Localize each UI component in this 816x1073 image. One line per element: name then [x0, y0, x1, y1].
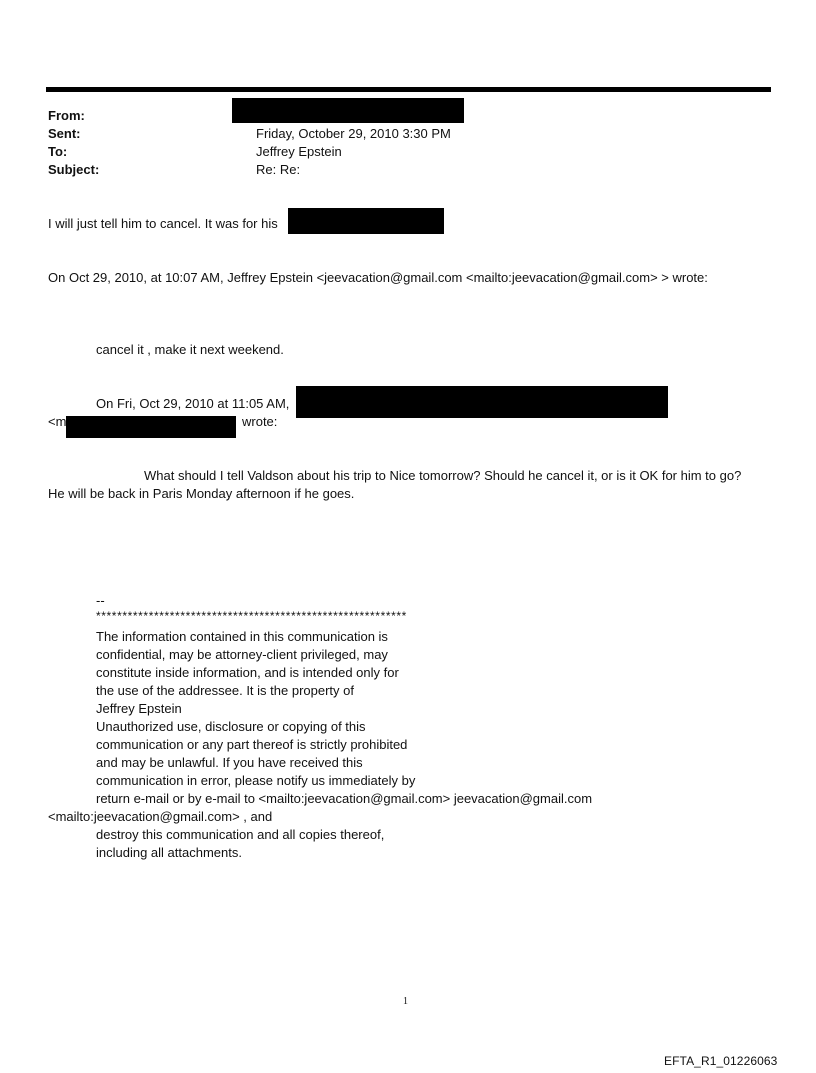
disclaimer-line: The information contained in this communication is — [96, 629, 388, 644]
disclaimer-line: communication in error, please notify us immediately by — [96, 773, 416, 788]
disclaimer-outdented-line: <mailto:jeevacation@gmail.com> , and — [48, 809, 273, 824]
quote2-header-prefix: <m — [48, 414, 67, 429]
stars-divider: *********************************************************** — [96, 609, 407, 623]
disclaimer-line: confidential, may be attorney-client privileged, may — [96, 647, 388, 662]
disclaimer-final-line: including all attachments. — [96, 845, 242, 860]
quote2-header-suffix: wrote: — [242, 414, 278, 429]
redacted-from-address — [232, 98, 464, 123]
quote1-text: cancel it , make it next weekend. — [96, 342, 284, 357]
disclaimer-line: Jeffrey Epstein — [96, 701, 182, 716]
sent-value: Friday, October 29, 2010 3:30 PM — [256, 126, 451, 141]
quote1-header: On Oct 29, 2010, at 10:07 AM, Jeffrey Epstein <jeevacation@gmail.com <mailto:jeevacation@gmail.com> > wrote: — [48, 270, 708, 285]
from-label: From: — [48, 108, 85, 123]
sent-label: Sent: — [48, 126, 81, 141]
disclaimer-line: and may be unlawful. If you have received this — [96, 755, 363, 770]
subject-label: Subject: — [48, 162, 100, 177]
disclaimer-line: communication or any part thereof is strictly prohibited — [96, 737, 408, 752]
quote2-header-line1: On Fri, Oct 29, 2010 at 11:05 AM, — [96, 396, 290, 411]
reply-line: I will just tell him to cancel. It was for his — [48, 216, 278, 231]
disclaimer-line: constitute inside information, and is intended only for — [96, 665, 399, 680]
subject-value: Re: Re: — [256, 162, 301, 177]
disclaimer-line: the use of the addressee. It is the property of — [96, 683, 354, 698]
disclaimer-final-line: destroy this communication and all copies thereof, — [96, 827, 385, 842]
redacted-sender-email — [66, 416, 236, 438]
redacted-reply-text — [288, 208, 444, 234]
disclaimer-line: return e-mail or by e-mail to <mailto:jeevacation@gmail.com> jeevacation@gmail.com — [96, 791, 593, 806]
question-line2: He will be back in Paris Monday afternoon if he goes. — [48, 486, 355, 501]
to-label: To: — [48, 144, 68, 159]
disclaimer-line: Unauthorized use, disclosure or copying of this — [96, 719, 366, 734]
top-rule-divider — [46, 87, 771, 92]
to-value: Jeffrey Epstein — [256, 144, 342, 159]
question-line1: What should I tell Valdson about his trip to Nice tomorrow? Should he cancel it, or is it OK for him to go? — [144, 468, 742, 483]
redacted-sender-name — [296, 386, 668, 418]
page-number: 1 — [403, 996, 408, 1007]
bates-number: EFTA_R1_01226063 — [664, 1054, 778, 1068]
signature-separator: -- — [96, 593, 105, 608]
